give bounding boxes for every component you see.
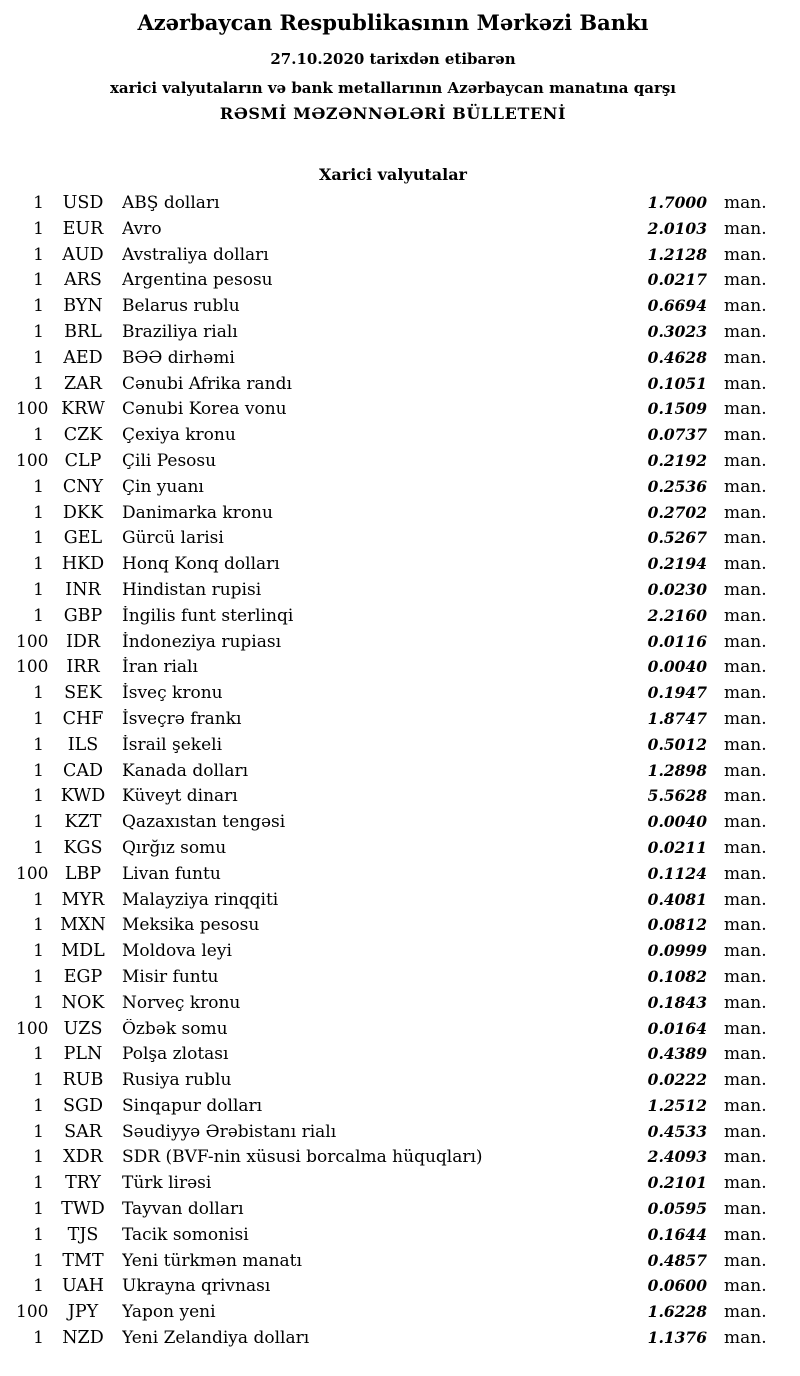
quantity: 1 bbox=[33, 554, 44, 575]
quantity: 100 bbox=[16, 450, 49, 471]
unit-label: man. bbox=[724, 915, 767, 936]
rate-value: 0.4533 bbox=[647, 1121, 707, 1141]
currency-code: KGS bbox=[63, 837, 103, 858]
table-row bbox=[16, 554, 770, 580]
currency-code: CAD bbox=[62, 760, 104, 781]
quantity: 1 bbox=[33, 683, 44, 704]
unit-label: man. bbox=[724, 1173, 767, 1194]
currency-name: Çin yuanı bbox=[122, 476, 204, 497]
rate-value: 1.2898 bbox=[647, 760, 707, 780]
rate-value: 0.5267 bbox=[647, 528, 707, 548]
quantity: 1 bbox=[33, 812, 44, 833]
rate-value: 0.0230 bbox=[647, 579, 707, 599]
rate-value: 0.1509 bbox=[647, 399, 707, 419]
unit-label: man. bbox=[724, 1147, 767, 1168]
table-row bbox=[16, 683, 770, 709]
quantity: 1 bbox=[33, 373, 44, 394]
table-row bbox=[16, 812, 770, 838]
table-row bbox=[16, 1225, 770, 1251]
quantity: 1 bbox=[33, 760, 44, 781]
table-row bbox=[16, 1173, 770, 1199]
currency-code: GEL bbox=[63, 528, 103, 549]
rate-value: 0.0116 bbox=[647, 631, 707, 651]
unit-label: man. bbox=[724, 992, 767, 1013]
table-row bbox=[16, 1251, 770, 1277]
table-row bbox=[16, 270, 770, 296]
quantity: 1 bbox=[33, 1070, 44, 1091]
rate-value: 0.2192 bbox=[647, 450, 707, 470]
table-row bbox=[16, 219, 770, 245]
currency-name: Çexiya kronu bbox=[122, 425, 236, 446]
rate-value: 1.2512 bbox=[647, 1095, 707, 1115]
rate-value: 0.4628 bbox=[647, 347, 707, 367]
currency-name: Avro bbox=[122, 218, 162, 239]
currency-code: LBP bbox=[64, 863, 102, 884]
table-row bbox=[16, 374, 770, 400]
quantity: 1 bbox=[33, 889, 44, 910]
table-row bbox=[16, 709, 770, 735]
quantity: 1 bbox=[33, 786, 44, 807]
currency-code: DKK bbox=[62, 502, 104, 523]
rate-value: 1.2128 bbox=[647, 244, 707, 264]
table-row bbox=[16, 1276, 770, 1302]
table-row bbox=[16, 1328, 770, 1354]
unit-label: man. bbox=[724, 1250, 767, 1271]
table-row bbox=[16, 1199, 770, 1225]
table-row bbox=[16, 941, 770, 967]
quantity: 1 bbox=[33, 915, 44, 936]
currency-name: Ukrayna qrivnası bbox=[122, 1276, 271, 1297]
quantity: 1 bbox=[33, 941, 44, 962]
unit-label: man. bbox=[724, 373, 767, 394]
unit-label: man. bbox=[724, 837, 767, 858]
unit-label: man. bbox=[724, 244, 767, 265]
unit-label: man. bbox=[724, 605, 767, 626]
quantity: 1 bbox=[33, 966, 44, 987]
rate-value: 0.2536 bbox=[647, 476, 707, 496]
quantity: 100 bbox=[16, 1018, 49, 1039]
rate-value: 2.0103 bbox=[647, 218, 707, 238]
currency-code: ILS bbox=[67, 734, 99, 755]
currency-code: KWD bbox=[60, 786, 106, 807]
currency-code: CZK bbox=[63, 425, 103, 446]
currency-name: Hindistan rupisi bbox=[122, 579, 262, 600]
rate-value: 1.8747 bbox=[647, 708, 707, 728]
table-row bbox=[16, 528, 770, 554]
currency-code: TWD bbox=[61, 1199, 105, 1220]
currency-code: MDL bbox=[61, 941, 105, 962]
quantity: 1 bbox=[33, 1173, 44, 1194]
quantity: 1 bbox=[33, 579, 44, 600]
unit-label: man. bbox=[724, 760, 767, 781]
currency-code: IRR bbox=[66, 657, 100, 678]
currency-name: İsveç kronu bbox=[122, 683, 223, 704]
unit-label: man. bbox=[724, 554, 767, 575]
unit-label: man. bbox=[724, 347, 767, 368]
table-row bbox=[16, 1044, 770, 1070]
subtitle-line: xarici valyutaların və bank metallarının Azərbaycan manatına qarşı bbox=[109, 79, 677, 97]
rate-value: 0.2702 bbox=[647, 502, 707, 522]
unit-label: man. bbox=[724, 476, 767, 497]
currency-code: BYN bbox=[63, 296, 103, 317]
quantity: 100 bbox=[16, 1302, 49, 1323]
table-row bbox=[16, 1147, 770, 1173]
currency-name: Qırğız somu bbox=[122, 837, 227, 858]
table-row bbox=[16, 425, 770, 451]
unit-label: man. bbox=[724, 734, 767, 755]
unit-label: man. bbox=[724, 270, 767, 291]
table-row bbox=[16, 580, 770, 606]
quantity: 1 bbox=[33, 708, 44, 729]
currency-name: Meksika pesosu bbox=[122, 915, 260, 936]
table-row bbox=[16, 967, 770, 993]
unit-label: man. bbox=[724, 193, 767, 213]
currency-name: Argentina pesosu bbox=[122, 270, 273, 291]
unit-label: man. bbox=[724, 1224, 767, 1245]
currency-code: ARS bbox=[64, 270, 102, 291]
quantity: 1 bbox=[33, 218, 44, 239]
rate-value: 0.1082 bbox=[647, 966, 707, 986]
unit-label: man. bbox=[724, 1070, 767, 1091]
unit-label: man. bbox=[724, 296, 767, 317]
table-row bbox=[16, 348, 770, 374]
currency-name: Rusiya rublu bbox=[122, 1070, 232, 1091]
rate-value: 1.7000 bbox=[647, 193, 707, 212]
quantity: 100 bbox=[16, 631, 49, 652]
unit-label: man. bbox=[724, 631, 767, 652]
quantity: 1 bbox=[33, 1199, 44, 1220]
unit-label: man. bbox=[724, 1302, 767, 1323]
table-row bbox=[16, 657, 770, 683]
table-row bbox=[16, 890, 770, 916]
rate-value: 0.0040 bbox=[647, 812, 707, 832]
unit-label: man. bbox=[724, 863, 767, 884]
unit-label: man. bbox=[724, 450, 767, 471]
rate-value: 0.0222 bbox=[647, 1070, 707, 1090]
table-row bbox=[16, 1302, 770, 1328]
unit-label: man. bbox=[724, 218, 767, 239]
table-row bbox=[16, 1096, 770, 1122]
quantity: 1 bbox=[33, 425, 44, 446]
unit-label: man. bbox=[724, 1121, 767, 1142]
currency-name: Livan funtu bbox=[122, 863, 221, 884]
unit-label: man. bbox=[724, 1018, 767, 1039]
currency-code: CLP bbox=[64, 450, 102, 471]
unit-label: man. bbox=[724, 502, 767, 523]
quantity: 1 bbox=[33, 837, 44, 858]
unit-label: man. bbox=[724, 1044, 767, 1065]
table-row bbox=[16, 993, 770, 1019]
currency-code: CHF bbox=[62, 708, 104, 729]
currency-code: RUB bbox=[62, 1070, 104, 1091]
currency-name: Cənubi Korea vonu bbox=[122, 399, 287, 420]
quantity: 1 bbox=[33, 1328, 44, 1349]
quantity: 100 bbox=[16, 863, 49, 884]
currency-code: HKD bbox=[61, 554, 105, 575]
table-row bbox=[16, 451, 770, 477]
currency-code: PLN bbox=[63, 1044, 103, 1065]
unit-label: man. bbox=[724, 1328, 767, 1349]
table-row bbox=[16, 838, 770, 864]
currency-code: UAH bbox=[61, 1276, 105, 1297]
rate-value: 2.4093 bbox=[647, 1147, 707, 1167]
currency-code: MXN bbox=[60, 915, 106, 936]
quantity: 1 bbox=[33, 193, 44, 213]
unit-label: man. bbox=[724, 657, 767, 678]
currency-code: NOK bbox=[61, 992, 105, 1013]
quantity: 1 bbox=[33, 1044, 44, 1065]
currency-code: TMT bbox=[62, 1250, 104, 1271]
currency-code: BRL bbox=[64, 321, 102, 342]
currency-name: Türk lirəsi bbox=[122, 1173, 212, 1194]
currency-name: Avstraliya dolları bbox=[122, 244, 269, 265]
rates-table bbox=[16, 193, 770, 1354]
table-row bbox=[16, 915, 770, 941]
currency-code: IDR bbox=[65, 631, 101, 652]
currency-name: Yeni Zelandiya dolları bbox=[122, 1328, 310, 1349]
rate-value: 0.0164 bbox=[647, 1018, 707, 1038]
table-row bbox=[16, 322, 770, 348]
currency-name: Sinqapur dolları bbox=[122, 1095, 263, 1116]
unit-label: man. bbox=[724, 1276, 767, 1297]
quantity: 1 bbox=[33, 1121, 44, 1142]
quantity: 1 bbox=[33, 502, 44, 523]
table-row bbox=[16, 786, 770, 812]
table-row bbox=[16, 1019, 770, 1045]
rate-value: 1.6228 bbox=[647, 1302, 707, 1322]
table-row bbox=[16, 245, 770, 271]
unit-label: man. bbox=[724, 399, 767, 420]
currency-code: GBP bbox=[63, 605, 103, 626]
table-row bbox=[16, 477, 770, 503]
rate-value: 1.1376 bbox=[647, 1328, 707, 1348]
rate-value: 0.1051 bbox=[647, 373, 707, 393]
table-row bbox=[16, 1070, 770, 1096]
quantity: 1 bbox=[33, 1147, 44, 1168]
currency-code: AUD bbox=[62, 244, 104, 265]
quantity: 1 bbox=[33, 1276, 44, 1297]
currency-name: Danimarka kronu bbox=[122, 502, 273, 523]
unit-label: man. bbox=[724, 579, 767, 600]
unit-label: man. bbox=[724, 425, 767, 446]
currency-code: INR bbox=[65, 579, 101, 600]
bulletin-header bbox=[16, 10, 770, 123]
currency-code: XDR bbox=[63, 1147, 103, 1168]
quantity: 1 bbox=[33, 347, 44, 368]
rate-value: 0.1644 bbox=[647, 1224, 707, 1244]
currency-name: ABŞ dolları bbox=[122, 193, 220, 213]
quantity: 1 bbox=[33, 321, 44, 342]
rate-value: 0.0600 bbox=[647, 1276, 707, 1296]
rate-value: 0.5012 bbox=[647, 734, 707, 754]
effective-date-line: 27.10.2020 tarixdən etibarən bbox=[270, 50, 516, 68]
currency-code: KZT bbox=[64, 812, 102, 833]
quantity: 1 bbox=[33, 1250, 44, 1271]
currency-code: EUR bbox=[62, 218, 104, 239]
rate-value: 0.0812 bbox=[647, 915, 707, 935]
quantity: 1 bbox=[33, 270, 44, 291]
rate-value: 0.2101 bbox=[647, 1173, 707, 1193]
rate-value: 0.1947 bbox=[647, 683, 707, 703]
rate-value: 2.2160 bbox=[647, 605, 707, 625]
quantity: 1 bbox=[33, 528, 44, 549]
currency-name: Norveç kronu bbox=[122, 992, 241, 1013]
quantity: 1 bbox=[33, 244, 44, 265]
currency-name: Tacik somonisi bbox=[122, 1224, 249, 1245]
currency-code: USD bbox=[62, 193, 104, 213]
unit-label: man. bbox=[724, 966, 767, 987]
currency-code: AED bbox=[63, 347, 103, 368]
table-row bbox=[16, 735, 770, 761]
rate-value: 0.0595 bbox=[647, 1199, 707, 1219]
currency-name: Gürcü larisi bbox=[122, 528, 224, 549]
unit-label: man. bbox=[724, 1095, 767, 1116]
currency-name: Belarus rublu bbox=[122, 296, 240, 317]
currency-code: NZD bbox=[62, 1328, 104, 1349]
quantity: 100 bbox=[16, 657, 49, 678]
currency-name: Özbək somu bbox=[122, 1018, 228, 1039]
table-row bbox=[16, 399, 770, 425]
currency-code: MYR bbox=[61, 889, 105, 910]
unit-label: man. bbox=[724, 683, 767, 704]
currency-name: Malayziya rinqqiti bbox=[122, 889, 279, 910]
unit-label: man. bbox=[724, 1199, 767, 1220]
quantity: 1 bbox=[33, 734, 44, 755]
quantity: 1 bbox=[33, 605, 44, 626]
table-row bbox=[16, 296, 770, 322]
table-row bbox=[16, 632, 770, 658]
unit-label: man. bbox=[724, 528, 767, 549]
rate-value: 0.3023 bbox=[647, 321, 707, 341]
unit-label: man. bbox=[724, 812, 767, 833]
currency-name: Yeni türkmən manatı bbox=[122, 1250, 302, 1271]
currency-code: SGD bbox=[63, 1095, 103, 1116]
currency-name: Kanada dolları bbox=[122, 760, 249, 781]
currency-code: JPY bbox=[67, 1302, 99, 1323]
unit-label: man. bbox=[724, 786, 767, 807]
bulletin-title-line: RƏSMİ MƏZƏNNƏLƏRİ BÜLLETENİ bbox=[219, 104, 567, 123]
rate-value: 0.4081 bbox=[647, 889, 707, 909]
rate-value: 0.1124 bbox=[647, 863, 707, 883]
rate-value: 0.0040 bbox=[647, 657, 707, 677]
currency-name: İsrail şekeli bbox=[122, 734, 222, 755]
currency-name: Misir funtu bbox=[122, 966, 219, 987]
currency-code: KRW bbox=[61, 399, 105, 420]
rate-value: 0.4857 bbox=[647, 1250, 707, 1270]
quantity: 1 bbox=[33, 1095, 44, 1116]
currency-name: İran rialı bbox=[122, 657, 198, 678]
page-title: Azərbaycan Respublikasının Mərkəzi Bankı bbox=[137, 10, 649, 35]
quantity: 1 bbox=[33, 1224, 44, 1245]
table-row bbox=[16, 761, 770, 787]
currency-name: Polşa zlotası bbox=[122, 1044, 229, 1065]
currency-name: BƏƏ dirhəmi bbox=[122, 347, 235, 368]
quantity: 100 bbox=[16, 399, 49, 420]
unit-label: man. bbox=[724, 889, 767, 910]
currency-name: İngilis funt sterlinqi bbox=[122, 605, 294, 626]
currency-code: TRY bbox=[65, 1173, 101, 1194]
currency-name: Çili Pesosu bbox=[122, 450, 217, 471]
currency-code: ZAR bbox=[64, 373, 102, 394]
table-row bbox=[16, 503, 770, 529]
rate-value: 0.0999 bbox=[647, 941, 707, 961]
currency-name: SDR (BVF-nin xüsusi borcalma hüquqları) bbox=[122, 1147, 483, 1168]
currency-name: Yapon yeni bbox=[122, 1302, 216, 1323]
currency-code: TJS bbox=[67, 1224, 99, 1245]
rate-value: 0.0211 bbox=[647, 837, 707, 857]
rate-value: 0.2194 bbox=[647, 554, 707, 574]
rate-value: 0.0217 bbox=[647, 270, 707, 290]
currency-code: SAR bbox=[64, 1121, 102, 1142]
rate-value: 0.4389 bbox=[647, 1044, 707, 1064]
rate-value: 5.5628 bbox=[647, 786, 707, 806]
currency-name: Səudiyyə Ərəbistanı rialı bbox=[122, 1121, 337, 1142]
section-title-foreign-currencies: Xarici valyutalar bbox=[319, 165, 467, 184]
quantity: 1 bbox=[33, 296, 44, 317]
currency-name: Tayvan dolları bbox=[122, 1199, 244, 1220]
unit-label: man. bbox=[724, 708, 767, 729]
unit-label: man. bbox=[724, 941, 767, 962]
rate-value: 0.0737 bbox=[647, 425, 707, 445]
currency-name: Honq Konq dolları bbox=[122, 554, 280, 575]
currency-name: İsveçrə frankı bbox=[122, 708, 242, 729]
currency-code: CNY bbox=[62, 476, 104, 497]
currency-name: Moldova leyi bbox=[122, 941, 232, 962]
table-row bbox=[16, 864, 770, 890]
table-row bbox=[16, 1122, 770, 1148]
table-row bbox=[16, 193, 770, 219]
rate-value: 0.1843 bbox=[647, 992, 707, 1012]
quantity: 1 bbox=[33, 992, 44, 1013]
currency-code: EGP bbox=[63, 966, 103, 987]
table-row bbox=[16, 606, 770, 632]
rate-value: 0.6694 bbox=[647, 296, 707, 316]
currency-code: UZS bbox=[63, 1018, 103, 1039]
quantity: 1 bbox=[33, 476, 44, 497]
currency-name: Braziliya rialı bbox=[122, 321, 238, 342]
currency-name: İndoneziya rupiası bbox=[122, 631, 282, 652]
currency-name: Qazaxıstan tengəsi bbox=[122, 812, 286, 833]
currency-code: SEK bbox=[64, 683, 102, 704]
unit-label: man. bbox=[724, 321, 767, 342]
currency-name: Cənubi Afrika randı bbox=[122, 373, 292, 394]
currency-name: Küveyt dinarı bbox=[122, 786, 238, 807]
